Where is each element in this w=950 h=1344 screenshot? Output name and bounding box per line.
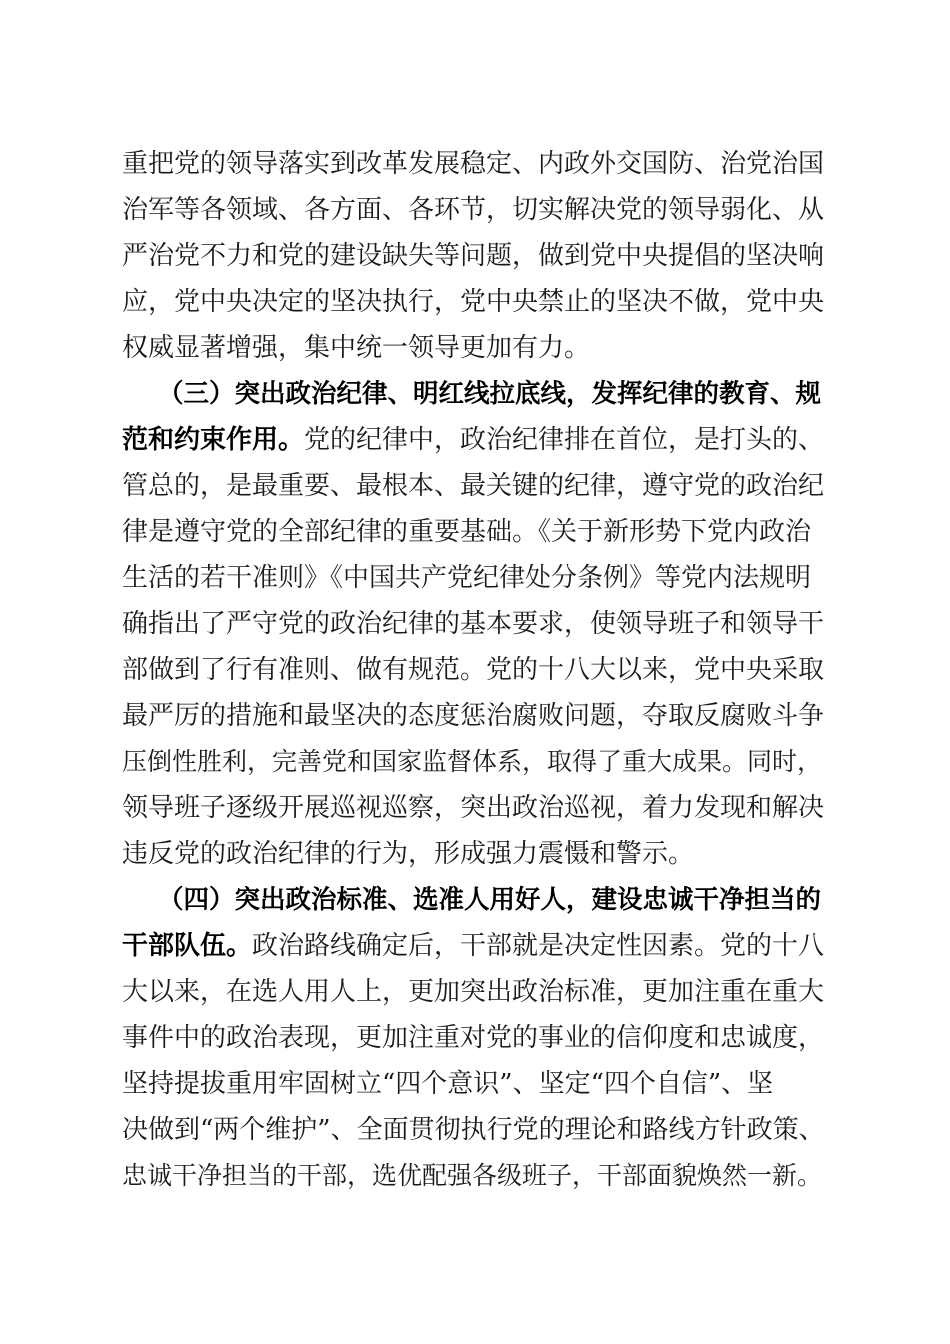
paragraph-3-line-7: 忠诚干净担当的干部，选优配强各级班子，干部面貌焕然一新。 <box>122 1161 823 1190</box>
paragraph-1-line-5: 权威显著增强，集中统一领导更加有力。 <box>122 333 591 363</box>
section-3-line-2-text: 党的纪律中，政治纪律排在首位，是打头的、 <box>304 425 825 455</box>
paragraph-3-line-6: 决做到“两个维护”、全面贯彻执行党的理论和路线方针政策、 <box>122 1115 825 1145</box>
paragraph-3-line-4: 事件中的政治表现，更加注重对党的事业的信仰度和忠诚度， <box>122 1023 825 1053</box>
section-3-line-2 <box>122 422 824 458</box>
paragraph-2-line-11: 违反党的政治纪律的行为，形成强力震慑和警示。 <box>122 839 695 869</box>
section-4-heading-end: 干部队伍。 <box>122 931 253 961</box>
section-3-heading: （三）突出政治纪律、明红线拉底线，发挥纪律的教育、规 <box>158 379 822 409</box>
paragraph-1-line-1: 重把党的领导落实到改革发展稳定、内政外交国防、治党治国 <box>122 149 825 179</box>
paragraph-2-line-7: 部做到了行有准则、做有规范。党的十八大以来，党中央采取 <box>122 655 825 685</box>
paragraph-2-line-4: 律是遵守党的全部纪律的重要基础。《关于新形势下党内政治 <box>122 517 812 547</box>
paragraph-2-line-9: 压倒性胜利，完善党和国家监督体系，取得了重大成果。同时， <box>122 747 823 776</box>
section-4-heading: （四）突出政治标准、选准人用好人，建设忠诚干净担当的 <box>158 885 822 915</box>
paragraph-2-line-8: 最严厉的措施和最坚决的态度惩治腐败问题，夺取反腐败斗争 <box>122 701 825 731</box>
paragraph-2-line-6: 确指出了严守党的政治纪律的基本要求，使领导班子和领导干 <box>122 609 825 639</box>
paragraph-3-line-3: 大以来，在选人用人上，更加突出政治标准，更加注重在重大 <box>122 977 825 1007</box>
section-4-line-2-text: 政治路线确定后，干部就是决定性因素。党的十八 <box>252 931 825 961</box>
paragraph-1-line-4: 应，党中央决定的坚决执行，党中央禁止的坚决不做，党中央 <box>122 287 825 317</box>
paragraph-2-line-10: 领导班子逐级开展巡视巡察，突出政治巡视，着力发现和解决 <box>122 793 825 823</box>
paragraph-1-line-3: 严治党不力和党的建设缺失等问题，做到党中央提倡的坚决响 <box>122 241 825 271</box>
section-3-heading-end: 范和约束作用。 <box>122 425 305 455</box>
section-4-line-2 <box>122 928 824 964</box>
paragraph-2-line-5: 生活的若干准则》《中国共产党纪律处分条例》等党内法规明 <box>122 563 812 593</box>
paragraph-3-line-5: 坚持提拔重用牢固树立“四个意识”、坚定“四个自信”、坚 <box>122 1069 774 1099</box>
paragraph-1-line-2: 治军等各领域、各方面、各环节，切实解决党的领导弱化、从 <box>122 195 825 225</box>
paragraph-2-line-3: 管总的，是最重要、最根本、最关键的纪律，遵守党的政治纪 <box>122 471 825 501</box>
